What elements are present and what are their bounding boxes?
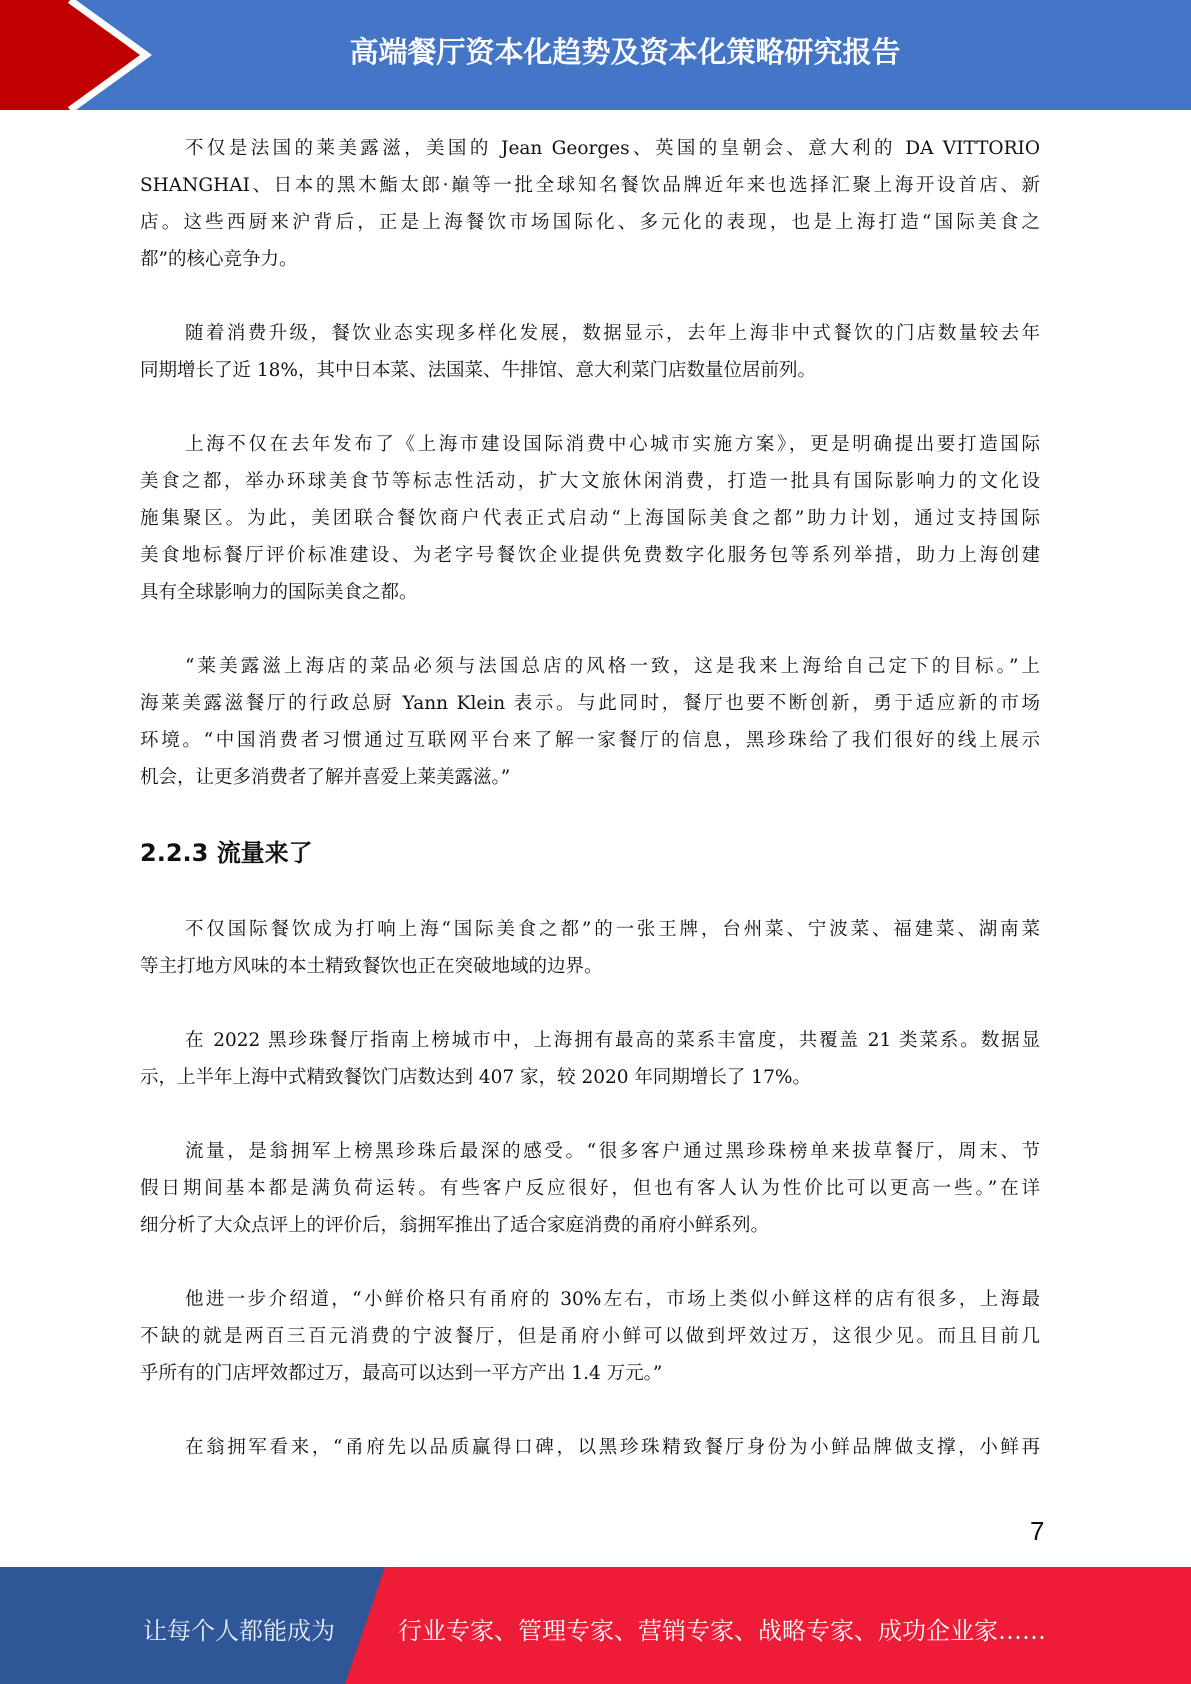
paragraph (140, 426, 1040, 611)
text-line: 示，上半年上海中式精致餐饮门店数达到 407 家，较 2020 年同期增长了 17%。 (140, 1067, 811, 1088)
footer-slogan-right: 行业专家、管理专家、营销专家、战略专家、成功企业家…… (398, 1617, 1046, 1645)
report-title: 高端餐厅资本化趋势及资本化策略研究报告 (349, 35, 901, 69)
section-heading: 2.2.3 流量来了 (140, 839, 313, 867)
paragraph (140, 911, 1040, 985)
text-line: 假日期间基本都是满负荷运转。有些客户反应很好，但也有客人认为性价比可以更高一些。”在详 (140, 1178, 1040, 1199)
page-header (0, 0, 1191, 110)
text-line: 施集聚区。为此，美团联合餐饮商户代表正式启动“上海国际美食之都”助力计划，通过支持国际 (140, 508, 1040, 529)
paragraph (140, 1429, 1040, 1466)
document-body (140, 130, 1040, 1466)
text-line: 美食地标餐厅评价标准建设、为老字号餐饮企业提供免费数字化服务包等系列举措，助力上海创建 (140, 545, 1040, 566)
paragraph (140, 130, 1040, 278)
page-footer (0, 1567, 1191, 1684)
text-line: 美食之都，举办环球美食节等标志性活动，扩大文旅休闲消费，打造一批具有国际影响力的文化设 (140, 471, 1040, 492)
footer-slogan-left: 让每个人都能成为 (143, 1617, 335, 1645)
text-line: 不仅国际餐饮成为打响上海“国际美食之都”的一张王牌，台州菜、宁波菜、福建菜、湖南菜 (185, 919, 1040, 940)
text-line: 不缺的就是两百三百元消费的宁波餐厅，但是甬府小鲜可以做到坪效过万，这很少见。而且目前几 (140, 1326, 1040, 1347)
text-line: 不仅是法国的莱美露滋，美国的 Jean Georges、英国的皇朝会、意大利的 DA VITTORIO (185, 138, 1040, 159)
page-number: 7 (1030, 1516, 1045, 1546)
text-line: 随着消费升级，餐饮业态实现多样化发展，数据显示，去年上海非中式餐饮的门店数量较去年 (185, 323, 1040, 344)
text-line: SHANGHAI、日本的黑木鮨太郎·巔等一批全球知名餐饮品牌近年来也选择汇聚上海开设首店、新 (140, 175, 1040, 196)
text-line: 同期增长了近 18%，其中日本菜、法国菜、牛排馆、意大利菜门店数量位居前列。 (140, 360, 817, 381)
text-line: 流量，是翁拥军上榜黑珍珠后最深的感受。“很多客户通过黑珍珠榜单来拔草餐厅，周末、节 (185, 1141, 1040, 1162)
text-line: 等主打地方风味的本土精致餐饮也正在突破地域的边界。 (140, 956, 603, 977)
text-line: 乎所有的门店坪效都过万，最高可以达到一平方产出 1.4 万元。” (140, 1363, 663, 1384)
text-line: 在翁拥军看来，“甬府先以品质赢得口碑，以黑珍珠精致餐厅身份为小鲜品牌做支撑，小鲜再 (185, 1437, 1040, 1458)
red-arrow-decoration (0, 0, 200, 110)
text-line: 店。这些西厨来沪背后，正是上海餐饮市场国际化、多元化的表现，也是上海打造“国际美食之 (140, 212, 1040, 233)
text-line: 上海不仅在去年发布了《上海市建设国际消费中心城市实施方案》，更是明确提出要打造国际 (185, 434, 1040, 455)
paragraph (140, 315, 1040, 389)
paragraph (140, 1022, 1040, 1096)
paragraph (140, 1281, 1040, 1392)
paragraph (140, 1133, 1040, 1244)
text-line: 在 2022 黑珍珠餐厅指南上榜城市中，上海拥有最高的菜系丰富度，共覆盖 21 类菜系。数据显 (185, 1030, 1040, 1051)
text-line: 环境。“中国消费者习惯通过互联网平台来了解一家餐厅的信息，黑珍珠给了我们很好的线上展示 (140, 730, 1040, 751)
text-line: 海莱美露滋餐厅的行政总厨 Yann Klein 表示。与此同时，餐厅也要不断创新，勇于适应新的市场 (140, 693, 1040, 714)
text-line: 具有全球影响力的国际美食之都。 (140, 582, 418, 603)
paragraph (140, 648, 1040, 796)
text-line: 都”的核心竞争力。 (140, 249, 298, 270)
text-line: 机会，让更多消费者了解并喜爱上莱美露滋。” (140, 767, 511, 788)
text-line: 细分析了大众点评上的评价后，翁拥军推出了适合家庭消费的甬府小鲜系列。 (140, 1215, 770, 1236)
text-line: 他进一步介绍道，“小鲜价格只有甬府的 30%左右，市场上类似小鲜这样的店有很多，上海最 (185, 1289, 1040, 1310)
text-line: “莱美露滋上海店的菜品必须与法国总店的风格一致，这是我来上海给自己定下的目标。”上 (185, 656, 1040, 677)
